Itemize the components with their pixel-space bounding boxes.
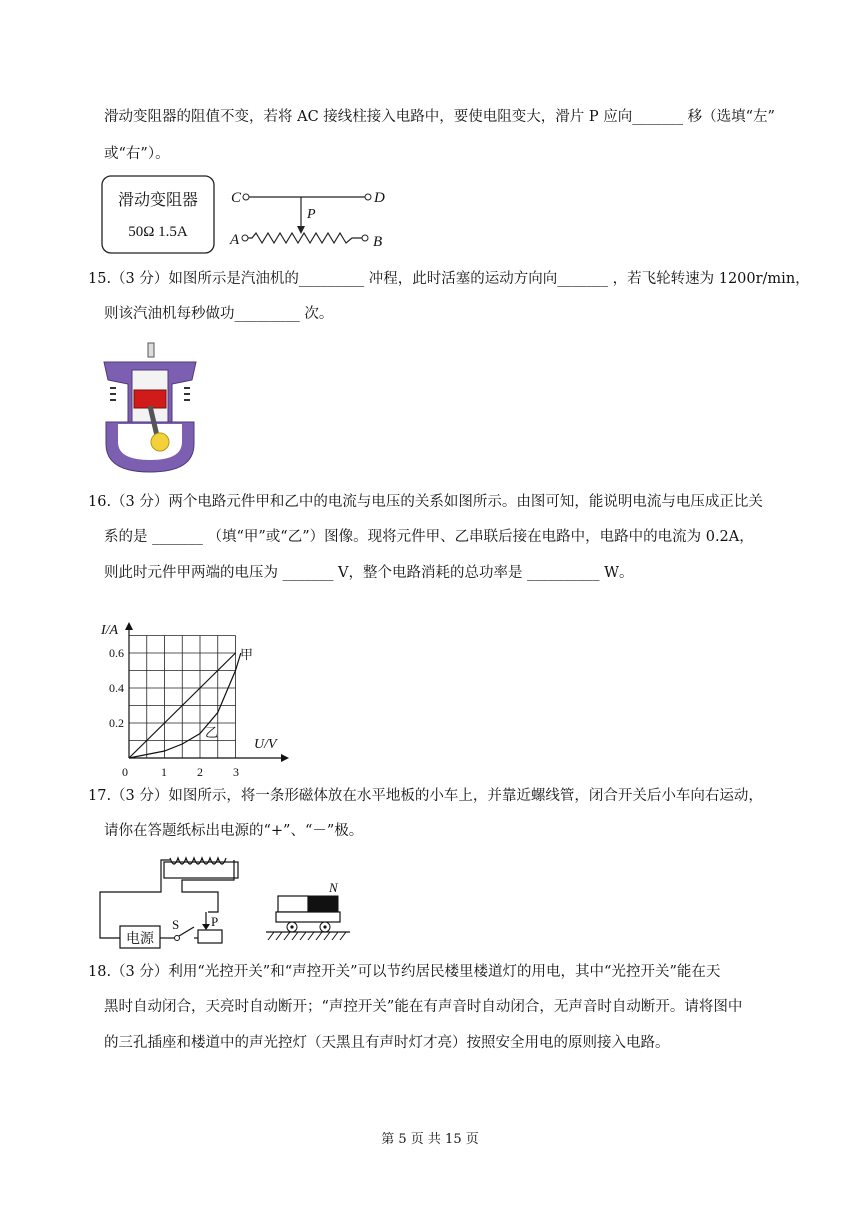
- y-axis-arrow: [125, 622, 133, 630]
- x-tick-label-1: 1: [161, 765, 167, 779]
- terminal-d: [365, 194, 371, 200]
- terminal-a-label: A: [230, 232, 240, 248]
- power-source-label: 电源: [126, 932, 154, 947]
- floor-hatching: [268, 932, 346, 940]
- x-axis-label: U/V: [254, 737, 277, 752]
- crankcase-inner: [118, 424, 182, 460]
- terminal-a: [242, 235, 248, 241]
- q15-text-line1: 15.（3 分）如图所示是汽油机的_________ 冲程，此时活塞的运动方向向_______ ，若飞轮转速为 1200r/min，: [88, 271, 810, 287]
- x-tick-label-2: 2: [197, 765, 203, 779]
- nameplate-spec: 50Ω 1.5A: [128, 224, 188, 240]
- x-tick-label-3: 3: [233, 765, 239, 779]
- y-axis-label: I/A: [101, 623, 119, 638]
- terminal-c-label: C: [231, 190, 242, 206]
- solenoid-core: [164, 862, 238, 878]
- slider-p-label: P: [307, 207, 316, 222]
- page-footer: 第 5 页 共 15 页: [381, 1132, 479, 1147]
- terminal-c: [243, 194, 249, 200]
- cart-axle-left: [290, 925, 293, 928]
- q15-text-line2: 则该汽油机每秒做功_________ 次。: [104, 306, 334, 322]
- y-tick-label-0.4: 0.4: [109, 681, 124, 695]
- rheostat-nameplate: [102, 176, 214, 253]
- terminal-d-label: D: [374, 190, 385, 206]
- q16-text-line2: 系的是 _______ （填“甲”或“乙”）图像。现将元件甲、乙串联后接在电路中，电路中的电流为 0.2A，: [104, 529, 754, 545]
- rheostat-slider-arrow: [202, 924, 210, 930]
- rheostat: [198, 930, 222, 943]
- chart-grid: [129, 636, 236, 759]
- q18-text-line2: 黑时自动闭合，天亮时自动断开；“声控开关”能在有声音时自动闭合，无声音时自动断开。请将图中: [104, 999, 743, 1015]
- rheostat-slider-label: P: [211, 914, 219, 929]
- q18-text-line3: 的三孔插座和楼道中的声光控灯（天黑且有声时灯才亮）按照安全用电的原则接入电路。: [104, 1035, 670, 1051]
- q14-text-line1: 滑动变阻器的阻值不变，若将 AC 接线柱接入电路中，要使电阻变大，滑片 P 应向_______ 移（选填“左”: [104, 109, 775, 125]
- series-label-yi: 乙: [205, 725, 219, 740]
- nameplate-title: 滑动变阻器: [117, 192, 199, 209]
- q17-text-line2: 请你在答题纸标出电源的“+”、“－”极。: [104, 823, 364, 839]
- spark-plug: [148, 343, 154, 357]
- q16-text-line1: 16.（3 分）两个电路元件甲和乙中的电流与电压的关系如图所示。由图可知，能说明电流与电压成正比关: [88, 494, 763, 510]
- flywheel: [151, 433, 169, 451]
- magnet-black-half: [308, 896, 338, 912]
- switch-contact: [175, 936, 180, 941]
- series-label-jia: 甲: [240, 647, 254, 662]
- terminal-b: [362, 235, 368, 241]
- q18-text-line1: 18.（3 分）利用“光控开关”和“声控开关”可以节约居民楼里楼道灯的用电，其中“光控开关”能在天: [88, 964, 721, 980]
- resistance-coil: [248, 233, 362, 243]
- switch-label: S: [172, 917, 180, 932]
- gasoline-engine-figure: [100, 340, 200, 475]
- q16-text-line3: 则此时元件甲两端的电压为 _______ V，整个电路消耗的总功率是 __________ W。: [104, 565, 634, 581]
- magnet-pole-label: N: [329, 880, 338, 895]
- y-tick-label-0.6: 0.6: [109, 646, 124, 660]
- cart-axle-right: [323, 925, 326, 928]
- cart-body: [276, 912, 340, 922]
- piston: [134, 390, 166, 408]
- y-tick-label-0.2: 0.2: [109, 716, 124, 730]
- x-axis-arrow: [281, 754, 289, 762]
- q14-text-line2: 或“右”）。: [104, 146, 170, 162]
- rheostat-figure: [100, 174, 400, 256]
- switch-lever: [179, 927, 194, 936]
- iv-chart: [96, 618, 296, 783]
- solenoid-circuit-figure: [98, 850, 378, 950]
- magnet-white-half: [278, 896, 308, 912]
- terminal-b-label: B: [373, 234, 383, 250]
- origin-label: 0: [122, 765, 128, 779]
- q17-text-line1: 17.（3 分）如图所示，将一条形磁体放在水平地板的小车上，并靠近螺线管，闭合开关后小车向右运动，: [88, 788, 763, 804]
